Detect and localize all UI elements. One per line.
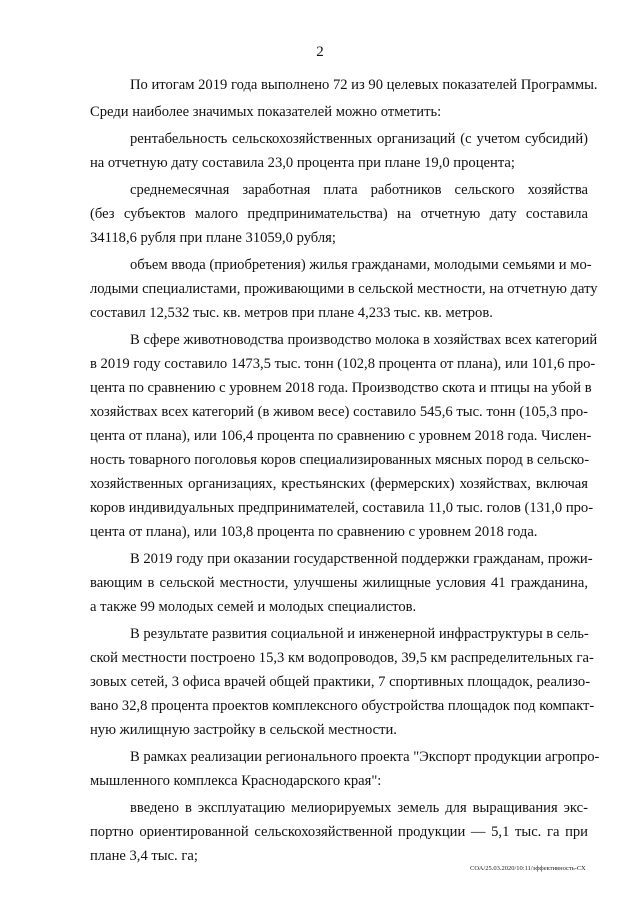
page-number: 2 [316,44,324,60]
text-line: В сфере животноводства производство молока в хозяйствах всех категорий [130,332,598,348]
text-line: Среди наиболее значимых показателей можно отметить: [90,104,442,120]
text-line: В 2019 году при оказании государственной поддержки гражданам, прожи- [130,551,593,567]
text-line: ность товарного поголовья коров специализированных мясных пород в сельско- [90,452,590,468]
text-line: вающим в сельской местности, улучшены жилищные условия 41 гражданина, [90,575,588,591]
text-line: цента по сравнению с уровнем 2018 года. Производство скота и птицы на убой в [90,380,592,396]
text-line: мышленного комплекса Краснодарского края": [90,773,382,789]
footer-reference: СОА/25.03.2020/10:11/эффективность-СХ [470,865,586,872]
text-line: лодыми специалистами, проживающими в сельской местности, на отчетную дату [90,281,598,297]
text-line: зовых сетей, 3 офиса врачей общей практики, 7 спортивных площадок, реализо- [90,674,591,690]
text-line: цента от плана), или 103,8 процента по сравнению с уровнем 2018 года. [90,524,538,540]
text-line: По итогам 2019 года выполнено 72 из 90 целевых показателей Программы. [130,77,598,93]
text-line: рентабельность сельскохозяйственных организаций (с учетом субсидий) [130,131,588,147]
text-line: а также 99 молодых семей и молодых специалистов. [90,599,417,615]
text-line: вано 32,8 процента проектов комплексного обустройства площадок под компакт- [90,698,595,714]
text-line: на отчетную дату составила 23,0 процента при плане 19,0 процента; [90,155,515,171]
text-line: введено в эксплуатацию мелиорируемых земель для выращивания экс- [130,800,588,816]
text-line: портно ориентированной сельскохозяйственной продукции — 5,1 тыс. га при [90,824,588,840]
text-line: В рамках реализации регионального проекта "Экспорт продукции агропро- [130,749,600,765]
text-line: ную жилищную застройку в сельской местности. [90,722,397,738]
text-line: в 2019 году составило 1473,5 тыс. тонн (102,8 процента от плана), или 101,6 про- [90,356,596,372]
text-line: объем ввода (приобретения) жилья гражданами, молодыми семьями и мо- [130,257,592,273]
text-line: В результате развития социальной и инженерной инфраструктуры в сель- [130,626,589,642]
text-line: плане 3,4 тыс. га; [90,848,198,864]
text-line: ской местности построено 15,3 км водопроводов, 39,5 км распределительных га- [90,650,594,666]
text-line: (без субъектов малого предпринимательства) на отчетную дату составила [90,206,588,222]
text-line: среднемесячная заработная плата работников сельского хозяйства [130,182,588,198]
text-line: хозяйственных организациях, крестьянских (фермерских) хозяйствах, включая [90,476,588,492]
text-line: цента от плана), или 106,4 процента по сравнению с уровнем 2018 года. Числен- [90,428,592,444]
text-line: составил 12,532 тыс. кв. метров при плане 4,233 тыс. кв. метров. [90,305,493,321]
text-line: 34118,6 рубля при плане 31059,0 рубля; [90,230,336,246]
text-line: коров индивидуальных предпринимателей, составила 11,0 тыс. голов (131,0 про- [90,500,594,516]
text-line: хозяйствах всех категорий (в живом весе) составило 545,6 тыс. тонн (105,3 про- [90,404,588,420]
